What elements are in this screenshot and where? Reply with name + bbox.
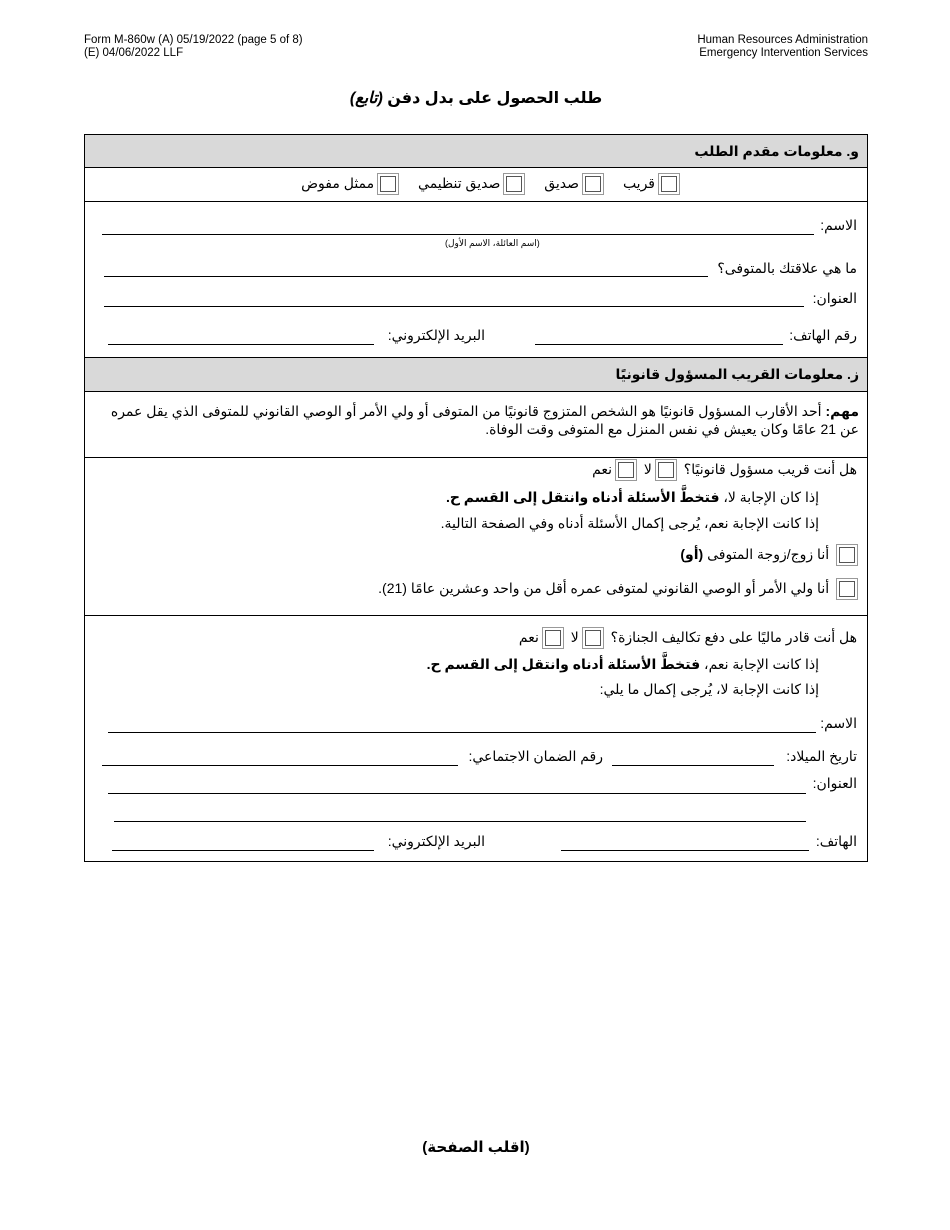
relative-ssn-field[interactable] bbox=[102, 765, 458, 766]
relative-address-field-line-2[interactable] bbox=[114, 821, 806, 822]
important-label: مهم: bbox=[825, 403, 859, 419]
q2-yes-checkbox[interactable] bbox=[545, 630, 561, 646]
applicant-email-field[interactable] bbox=[108, 344, 374, 345]
form-body bbox=[84, 134, 868, 862]
form-id: Form M-860w (A) 05/19/2022 (page 5 of 8) bbox=[84, 34, 303, 46]
option-org-friend-checkbox[interactable] bbox=[506, 176, 522, 192]
guardian-label: أنا ولي الأمر أو الوصي القانوني لمتوفى عمره أقل من واحد وعشرين عامًا (21). bbox=[378, 580, 830, 596]
relative-ssn-label: رقم الضمان الاجتماعي: bbox=[468, 748, 603, 764]
relative-name-label: الاسم: bbox=[820, 715, 857, 731]
important-text: أحد الأقارب المسؤول قانونيًا هو الشخص المتزوج قانونيًا من المتوفى أو ولي الأمر أو الوصي القانوني للمتوفى الذي يقل عمره عن 21 عامًا وكان يعيش في نفس المنزل مع المتوفى وقت الوفاة. bbox=[110, 403, 859, 437]
applicant-address-field[interactable] bbox=[104, 306, 804, 307]
applicant-email-label: البريد الإلكتروني: bbox=[387, 327, 485, 343]
option-org-friend-label: صديق تنظيمي bbox=[418, 175, 501, 191]
relative-phone-field[interactable] bbox=[561, 850, 809, 851]
relative-name-field[interactable] bbox=[108, 732, 816, 733]
relationship-label: ما هي علاقتك بالمتوفى؟ bbox=[717, 260, 857, 276]
applicant-address-label: العنوان: bbox=[812, 290, 857, 306]
q2-if-no-instruction: إذا كانت الإجابة لا، يُرجى إكمال ما يلي: bbox=[599, 681, 819, 697]
relative-address-label: العنوان: bbox=[812, 775, 857, 791]
question-financially-able: هل أنت قادر ماليًا على دفع تكاليف الجنازة؟ لا نعم bbox=[518, 629, 857, 645]
q1-yes-checkbox[interactable] bbox=[618, 462, 634, 478]
form-id-block bbox=[84, 34, 303, 60]
spouse-label: أنا زوج/زوجة المتوفى bbox=[707, 546, 830, 562]
spouse-checkbox[interactable] bbox=[839, 547, 855, 563]
relative-address-field[interactable] bbox=[108, 793, 806, 794]
spouse-or-label: (أو) bbox=[680, 546, 704, 562]
option-authorized-rep-label: ممثل مفوض bbox=[301, 175, 375, 191]
guardian-option bbox=[378, 580, 861, 597]
divider bbox=[85, 201, 867, 202]
relative-email-label: البريد الإلكتروني: bbox=[387, 833, 485, 849]
relative-dob-label: تاريخ الميلاد: bbox=[786, 748, 857, 764]
agency-block bbox=[697, 34, 868, 60]
q2-yes-label: نعم bbox=[518, 629, 539, 645]
option-relative-checkbox[interactable] bbox=[661, 176, 677, 192]
division-name: Emergency Intervention Services bbox=[699, 47, 868, 59]
section-f-heading: و. معلومات مقدم الطلب bbox=[85, 135, 867, 168]
applicant-phone-field[interactable] bbox=[535, 344, 783, 345]
question-legally-responsible: هل أنت قريب مسؤول قانونيًا؟ لا نعم bbox=[592, 461, 857, 477]
form-revision: (E) 04/06/2022 LLF bbox=[84, 47, 184, 59]
q1-no-checkbox[interactable] bbox=[658, 462, 674, 478]
divider bbox=[85, 457, 867, 458]
relative-phone-label: الهاتف: bbox=[815, 833, 857, 849]
q1-if-no-instruction: إذا كان الإجابة لا، فتخطَّ الأسئلة أدناه وانتقل إلى القسم ح. bbox=[445, 489, 819, 505]
q2-if-yes-instruction: إذا كانت الإجابة نعم، فتخطَّ الأسئلة أدناه وانتقل إلى القسم ح. bbox=[426, 656, 819, 672]
q1-if-yes-instruction: إذا كانت الإجابة نعم، يُرجى إكمال الأسئلة أدناه وفي الصفحة التالية. bbox=[440, 515, 819, 531]
divider bbox=[85, 615, 867, 616]
turn-page-note: (اقلب الصفحة) bbox=[422, 1139, 530, 1156]
name-format-note: (اسم العائلة، الاسم الأول) bbox=[445, 238, 540, 248]
q2-no-label: لا bbox=[570, 629, 579, 645]
option-relative-label: قريب bbox=[622, 175, 655, 191]
option-authorized-rep-checkbox[interactable] bbox=[380, 176, 396, 192]
title-suffix: (تابع) bbox=[349, 90, 383, 107]
q1-yes-label: نعم bbox=[592, 461, 613, 477]
applicant-type-options bbox=[301, 175, 683, 192]
guardian-checkbox[interactable] bbox=[839, 581, 855, 597]
relative-dob-field[interactable] bbox=[612, 765, 774, 766]
applicant-name-field[interactable] bbox=[102, 234, 814, 235]
applicant-phone-label: رقم الهاتف: bbox=[789, 327, 857, 343]
title-main: طلب الحصول على بدل دفن bbox=[387, 90, 603, 107]
important-note bbox=[93, 402, 859, 438]
option-friend-label: صديق bbox=[544, 175, 580, 191]
option-friend-checkbox[interactable] bbox=[585, 176, 601, 192]
q1-no-label: لا bbox=[643, 461, 652, 477]
applicant-name-label: الاسم: bbox=[820, 217, 857, 233]
page-title bbox=[84, 88, 868, 108]
relationship-field[interactable] bbox=[104, 276, 708, 277]
section-g-heading: ز. معلومات القريب المسؤول قانونيًا bbox=[85, 357, 867, 392]
spouse-option bbox=[680, 546, 861, 563]
q2-no-checkbox[interactable] bbox=[585, 630, 601, 646]
agency-name: Human Resources Administration bbox=[697, 34, 868, 46]
relative-email-field[interactable] bbox=[112, 850, 374, 851]
